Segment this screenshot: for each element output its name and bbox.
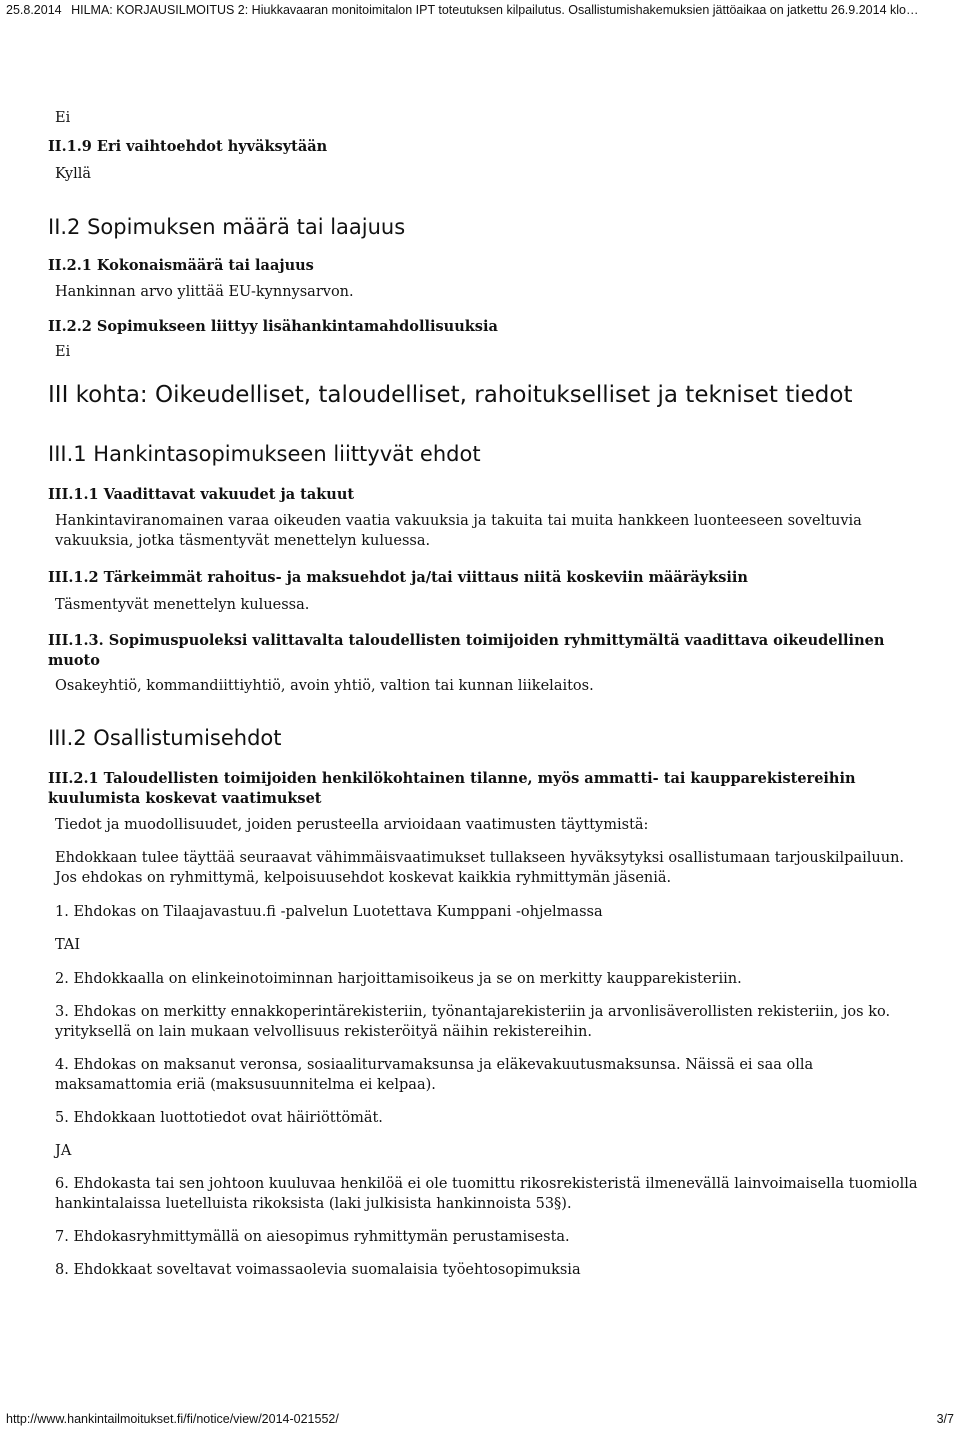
requirement-connector-and: JA [55, 1143, 72, 1159]
print-footer [6, 1412, 954, 1426]
notice-content [48, 108, 918, 1280]
requirement-item-8: 8. Ehdokkaat soveltavat voimassaolevia suomalaisia työehtosopimuksia [55, 1262, 581, 1278]
section-ii-2-2-label: II.2.2 Sopimukseen liittyy lisähankintamahdollisuuksia [48, 318, 498, 335]
section-iii-1-3-label: III.1.3. Sopimuspuoleksi valittavalta taloudellisten toimijoiden ryhmittymältä vaadittava oikeudellinen muoto [48, 632, 885, 669]
section-ii-1-8-value: Ei [55, 110, 71, 126]
requirement-item-1: 1. Ehdokas on Tilaajavastuu.fi -palvelun Luotettava Kumppani -ohjelmassa [55, 904, 603, 920]
section-iii-1-heading: III.1 Hankintasopimukseen liittyvät ehdot [48, 442, 481, 466]
requirement-item-2: 2. Ehdokkaalla on elinkeinotoiminnan harjoittamisoikeus ja se on merkitty kaupparekisteriin. [55, 971, 742, 987]
requirement-item-6: 6. Ehdokasta tai sen johtoon kuuluvaa henkilöä ei ole tuomittu rikosrekisteristä ilmenevällä lainvoimaisella tuomiolla hankintalaissa luetelluista rikoksista (laki julkisista hankinnoista 53§). [55, 1176, 918, 1212]
section-iii-heading: III kohta: Oikeudelliset, taloudelliset, rahoitukselliset ja tekniset tiedot [48, 382, 853, 408]
section-iii-1-1-value: Hankintaviranomainen varaa oikeuden vaatia vakuuksia ja takuita tai muita hankkeen luonteeseen soveltuvia vakuuksia, jotka täsmentyvät menettelyn kuluessa. [55, 513, 862, 549]
section-ii-2-2-value: Ei [55, 344, 71, 360]
section-ii-1-9-label: II.1.9 Eri vaihtoehdot hyväksytään [48, 138, 328, 155]
section-iii-2-heading: III.2 Osallistumisehdot [48, 726, 282, 750]
print-header [6, 3, 954, 17]
section-iii-1-2-label: III.1.2 Tärkeimmät rahoitus- ja maksuehdot ja/tai viittaus niitä koskeviin määräyksiin [48, 569, 748, 586]
section-iii-2-1-label: III.2.1 Taloudellisten toimijoiden henkilökohtainen tilanne, myös ammatti- tai kaupparekistereihin kuulumista koskevat vaatimukset [48, 770, 856, 807]
section-ii-2-1-label: II.2.1 Kokonaismäärä tai laajuus [48, 257, 314, 274]
print-title: HILMA: KORJAUSILMOITUS 2: Hiukkavaaran monitoimitalon IPT toteutuksen kilpailutus. Osallistumishakemuksien jättöaikaa on jatkettu 26.9.2014 klo… [71, 3, 919, 17]
requirement-connector-or: TAI [55, 937, 81, 953]
requirement-item-7: 7. Ehdokasryhmittymällä on aiesopimus ryhmittymän perustamisesta. [55, 1229, 570, 1245]
requirement-item-4: 4. Ehdokas on maksanut veronsa, sosiaaliturvamaksunsa ja eläkevakuutusmaksunsa. Näissä ei saa olla maksamattomia eriä (maksusuunnitelma ei kelpaa). [55, 1057, 814, 1093]
requirement-item-3: 3. Ehdokas on merkitty ennakkoperintärekisteriin, työnantajarekisteriin ja arvonlisäverollisten rekisteriin, jos ko. yrityksellä on lain mukaan velvollisuus rekisteröityä näihin rekistereihin. [55, 1004, 891, 1040]
section-iii-2-1-paragraph: Ehdokkaan tulee täyttää seuraavat vähimmäisvaatimukset tullakseen hyväksytyksi osallistumaan tarjouskilpailuun. Jos ehdokas on ryhmittymä, kelpoisuusehdot koskevat kaikkia ryhmittymän jäseniä. [55, 850, 905, 886]
section-iii-1-3-value: Osakeyhtiö, kommandiittiyhtiö, avoin yhtiö, valtion tai kunnan liikelaitos. [55, 678, 594, 694]
print-date: 25.8.2014 [6, 3, 62, 17]
footer-url: http://www.hankintailmoitukset.fi/fi/notice/view/2014-021552/ [6, 1412, 339, 1426]
requirement-item-5: 5. Ehdokkaan luottotiedot ovat häiriöttömät. [55, 1110, 383, 1126]
section-iii-1-1-label: III.1.1 Vaadittavat vakuudet ja takuut [48, 486, 355, 503]
section-iii-1-2-value: Täsmentyvät menettelyn kuluessa. [55, 597, 310, 613]
section-ii-1-9-value: Kyllä [55, 166, 92, 182]
section-ii-2-heading: II.2 Sopimuksen määrä tai laajuus [48, 215, 406, 239]
section-ii-2-1-value: Hankinnan arvo ylittää EU-kynnysarvon. [55, 284, 354, 300]
section-iii-2-1-intro: Tiedot ja muodollisuudet, joiden perusteella arvioidaan vaatimusten täyttymistä: [55, 817, 649, 833]
footer-page-number: 3/7 [936, 1412, 954, 1426]
